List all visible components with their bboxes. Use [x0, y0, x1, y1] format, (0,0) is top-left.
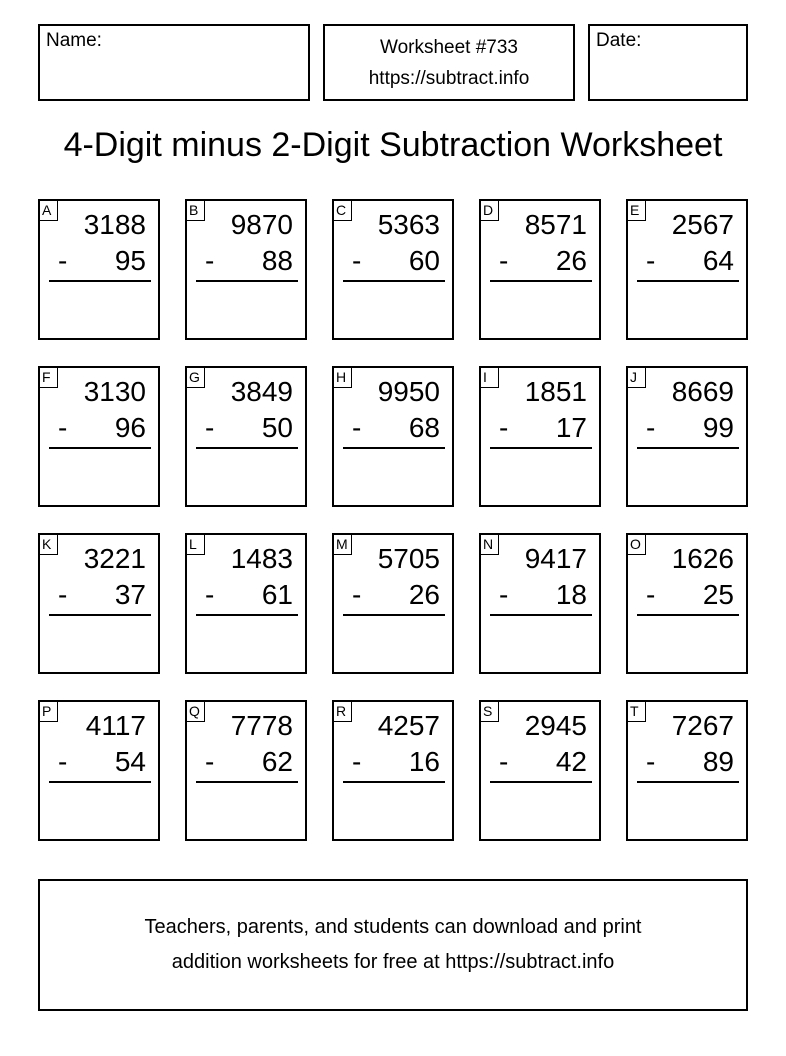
problem-minuend: 2567 [671, 209, 734, 240]
minus-sign: - [646, 579, 656, 610]
problem-letter: R [333, 701, 352, 722]
problem-minuend: 9950 [377, 376, 440, 407]
footer-box [38, 879, 748, 1011]
problem-subtrahend: 61 [261, 579, 293, 610]
problem-card [185, 533, 307, 674]
minus-sign: - [58, 746, 68, 777]
problem-minuend: 1483 [230, 543, 293, 574]
problem-subtrahend: 88 [261, 245, 293, 276]
problem-minuend: 3849 [230, 376, 293, 407]
footer-line-1: Teachers, parents, and students can download and print [144, 916, 642, 938]
minus-sign: - [205, 746, 215, 777]
problem-subtrahend: 42 [555, 746, 587, 777]
answer-line [343, 781, 445, 783]
problem-card [332, 366, 454, 507]
problem-card [185, 700, 307, 841]
problem-minuend: 7267 [671, 710, 734, 741]
answer-line [49, 781, 151, 783]
answer-line [490, 781, 592, 783]
answer-line [196, 280, 298, 282]
problem-subtrahend: 37 [114, 579, 146, 610]
minus-sign: - [646, 245, 656, 276]
problem-minuend: 8571 [524, 209, 587, 240]
minus-sign: - [499, 412, 509, 443]
minus-sign: - [499, 245, 509, 276]
minus-sign: - [499, 746, 509, 777]
answer-line [196, 447, 298, 449]
problem-letter: L [186, 534, 205, 555]
answer-line [343, 614, 445, 616]
problem-card [479, 533, 601, 674]
problem-subtrahend: 50 [261, 412, 293, 443]
date-label: Date: [596, 30, 642, 51]
answer-line [490, 280, 592, 282]
problem-letter: O [627, 534, 646, 555]
problem-subtrahend: 26 [555, 245, 587, 276]
page-title: 4-Digit minus 2-Digit Subtraction Worksheet [63, 126, 723, 164]
problem-card [332, 700, 454, 841]
problem-letter: C [333, 200, 352, 221]
problem-card [626, 366, 748, 507]
minus-sign: - [205, 412, 215, 443]
problem-subtrahend: 64 [702, 245, 734, 276]
minus-sign: - [646, 412, 656, 443]
problem-letter: F [39, 367, 58, 388]
problem-minuend: 3130 [83, 376, 146, 407]
answer-line [49, 614, 151, 616]
answer-line [49, 280, 151, 282]
problem-card [38, 199, 160, 340]
problem-minuend: 9870 [230, 209, 293, 240]
problem-card [626, 199, 748, 340]
problem-letter: H [333, 367, 352, 388]
problem-card [479, 199, 601, 340]
minus-sign: - [352, 245, 362, 276]
problem-subtrahend: 26 [408, 579, 440, 610]
problem-minuend: 4117 [85, 710, 146, 741]
name-label: Name: [46, 30, 102, 51]
problem-minuend: 9417 [524, 543, 587, 574]
problem-subtrahend: 60 [408, 245, 440, 276]
problem-subtrahend: 62 [261, 746, 293, 777]
problem-minuend: 3188 [83, 209, 146, 240]
problem-subtrahend: 96 [114, 412, 146, 443]
problem-letter: B [186, 200, 205, 221]
date-box [588, 24, 748, 101]
minus-sign: - [352, 412, 362, 443]
answer-line [637, 447, 739, 449]
problem-minuend: 7778 [230, 710, 293, 741]
minus-sign: - [58, 579, 68, 610]
answer-line [637, 781, 739, 783]
answer-line [637, 280, 739, 282]
answer-line [49, 447, 151, 449]
problem-minuend: 4257 [377, 710, 440, 741]
problem-letter: A [39, 200, 58, 221]
minus-sign: - [205, 245, 215, 276]
minus-sign: - [352, 746, 362, 777]
minus-sign: - [352, 579, 362, 610]
problem-letter: S [480, 701, 499, 722]
problem-minuend: 2945 [524, 710, 587, 741]
problem-letter: G [186, 367, 205, 388]
problem-minuend: 5363 [377, 209, 440, 240]
problem-card [185, 199, 307, 340]
problem-letter: N [480, 534, 499, 555]
problem-card [626, 700, 748, 841]
problem-subtrahend: 68 [408, 412, 440, 443]
problem-letter: M [333, 534, 352, 555]
problem-card [38, 700, 160, 841]
problem-letter: J [627, 367, 646, 388]
problem-card [185, 366, 307, 507]
problem-minuend: 3221 [83, 543, 146, 574]
minus-sign: - [646, 746, 656, 777]
problem-letter: E [627, 200, 646, 221]
minus-sign: - [499, 579, 509, 610]
problem-minuend: 5705 [377, 543, 440, 574]
problem-subtrahend: 17 [555, 412, 587, 443]
problem-card [332, 199, 454, 340]
problem-subtrahend: 18 [555, 579, 587, 610]
answer-line [490, 447, 592, 449]
minus-sign: - [58, 412, 68, 443]
problem-letter: Q [186, 701, 205, 722]
problem-card [626, 533, 748, 674]
problem-minuend: 8669 [671, 376, 734, 407]
problem-card [38, 366, 160, 507]
problem-letter: P [39, 701, 58, 722]
worksheet-info-box [323, 24, 575, 101]
minus-sign: - [205, 579, 215, 610]
problem-letter: I [480, 367, 499, 388]
answer-line [637, 614, 739, 616]
problem-letter: D [480, 200, 499, 221]
problem-letter: T [627, 701, 646, 722]
problem-subtrahend: 99 [702, 412, 734, 443]
problem-card [479, 700, 601, 841]
problem-subtrahend: 89 [702, 746, 734, 777]
answer-line [196, 781, 298, 783]
name-box [38, 24, 310, 101]
worksheet-url: https://subtract.info [368, 67, 530, 89]
problem-card [479, 366, 601, 507]
problem-letter: K [39, 534, 58, 555]
footer-line-2: addition worksheets for free at https://subtract.info [171, 951, 615, 973]
problem-subtrahend: 16 [408, 746, 440, 777]
minus-sign: - [58, 245, 68, 276]
answer-line [343, 280, 445, 282]
problem-subtrahend: 25 [702, 579, 734, 610]
problem-minuend: 1626 [671, 543, 734, 574]
worksheet-number: Worksheet #733 [379, 36, 518, 58]
answer-line [196, 614, 298, 616]
answer-line [490, 614, 592, 616]
problem-minuend: 1851 [524, 376, 587, 407]
problem-card [332, 533, 454, 674]
problem-subtrahend: 54 [114, 746, 146, 777]
problem-subtrahend: 95 [114, 245, 146, 276]
answer-line [343, 447, 445, 449]
problem-card [38, 533, 160, 674]
